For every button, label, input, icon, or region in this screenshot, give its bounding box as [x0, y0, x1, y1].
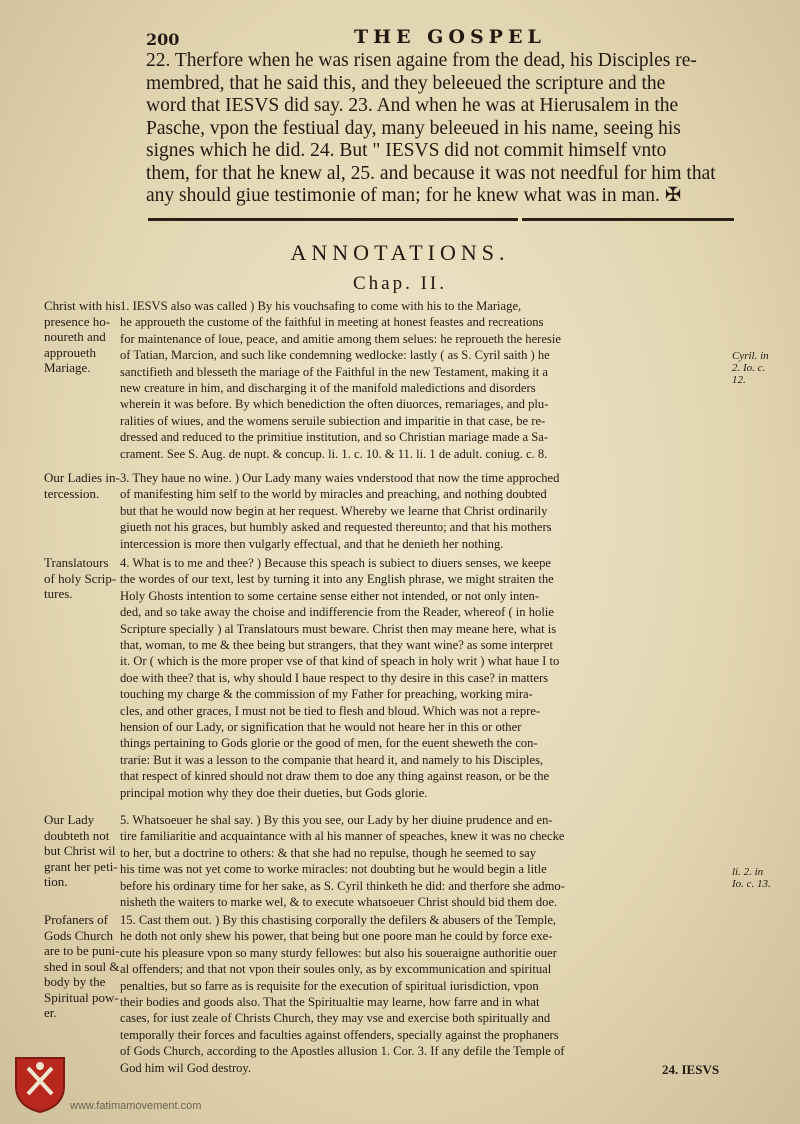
note-line: 15. Cast them out. ) By this chastising corporally the defilers & abusers of the Temple,: [120, 913, 557, 927]
footer-url[interactable]: www.fatimamovement.com: [70, 1100, 202, 1112]
gospel-line: signes which he did. 24. But " IESVS did not commit himself vnto: [146, 140, 667, 161]
catchword: 24. IESVS: [662, 1062, 720, 1077]
note-line: temporally their forces and faculties against offenders, specially against the prophaners: [120, 1027, 559, 1042]
gospel-line: Pasche, vpon the festiual day, many beleeued in his name, seeing his: [146, 117, 681, 139]
note-line: 5. Whatsoeuer he shal say. ) By this you see, our Lady by her diuine prudence and en-: [120, 813, 553, 827]
chapter-title: Chap. II.: [352, 273, 447, 294]
margin-citation-cyril-io: li. 2. in Io. c. 13.: [732, 866, 771, 890]
note-line: hension of our Lady, or signification that he would not heare her in this or other: [120, 720, 522, 735]
margin-citation-cyril: Cyril. in 2. Io. c. 12.: [732, 350, 769, 386]
note-line: ded, and so take away the choise and indifferencie from the Reader, whereof ( in holie: [120, 605, 554, 620]
note-line: he doth not only shew his power, that being but one poore man he could by force exe-: [120, 929, 553, 944]
page-number: 200: [146, 30, 180, 49]
annotation-note-5: [120, 812, 742, 910]
note-line: cute his pleasure vpon so many sturdy fellowes: but also his soueraigne authoritie ouer: [120, 945, 557, 960]
note-line: doe with thee? that is, why should I haue respect to thy desire in this case? in matters: [120, 670, 549, 685]
margin-note-intercession: Our Ladies in- tercession.: [44, 470, 120, 501]
note-line: God him wil God destroy.: [120, 1060, 252, 1075]
margin-note-translatours: Translatours of holy Scrip- tures.: [44, 555, 117, 601]
margin-note-marriage: Christ with his presence ho- noureth and approueth Mariage.: [44, 298, 121, 375]
note-line: new creature in him, and discharging it of the manifold maledictions and disorders: [120, 381, 536, 396]
note-line: for maintenance of loue, peace, and amitie among them selues: he reproueth the heresie: [120, 331, 561, 346]
note-line: things pertaining to Gods glorie or the good of men, for the euent sheweth the con-: [120, 736, 538, 751]
note-line: that, woman, to me & thee being but strangers, that they want wine? as some interpret: [120, 638, 553, 653]
annotation-note-4: [120, 555, 742, 801]
note-line: that respect of kinred should not draw them to doe any thing against reason, or be the: [120, 769, 550, 784]
note-line: to her, but a doctrine to others: & that she had no repulse, though he seemed to say: [120, 845, 537, 860]
annotations-title: ANNOTATIONS.: [290, 240, 510, 265]
annotation-note-3: [120, 470, 742, 552]
annotation-note-1: [120, 298, 742, 462]
note-line: ralities of wiues, and the womens seruile subiection and imparitie in that case, be re-: [120, 413, 546, 428]
note-line: of Tatian, Marcion, and such like condemning wedlocke: lastly ( as S. Cyril saith ) he: [120, 348, 550, 363]
running-head: THE GOSPEL: [354, 26, 546, 48]
note-line: principal motion why they doe their dueties, but Gods glorie.: [120, 785, 428, 800]
note-line: al offenders; and that not vpon their soules only, as by excommunication and spiritual: [120, 962, 552, 977]
note-line: cles, and other graces, I must not be tied to flesh and bloud. Which was not a repre-: [120, 703, 541, 718]
note-line: his time was not yet come to worke miracles: not doubting but he would begin a litle: [120, 862, 547, 877]
fatima-movement-logo: [12, 1054, 68, 1114]
divider-rule: [148, 218, 518, 221]
note-line: the wordes of our text, lest by turning it into any English phrase, we might straiten the: [120, 572, 554, 587]
note-line: but that he would now begin at her request. Whereby we learne that Christ ordinarily: [120, 503, 548, 518]
note-line: of manifesting him self to the world by miracles and preaching, and nothing doubted: [120, 487, 547, 502]
note-line: 4. What is to me and thee? ) Because this speach is subiect to diuers senses, we keepe: [120, 556, 551, 570]
note-line: giueth not his graces, but humbly asked and requested thereunto; and that his mothers: [120, 520, 552, 535]
note-line: Holy Ghosts intention to some certaine sense either not intended, or not only inten-: [120, 588, 540, 603]
note-line: trarie: But it was a lesson to the companie that heard it, and namely to his Disciples,: [120, 752, 544, 767]
note-line: intercession is more then vulgarly effectual, and that he denieth her nothing.: [120, 536, 504, 551]
page-header: [146, 26, 706, 52]
note-line: wherein it was before. By which benediction the often diuorces, remariages, and plu-: [120, 397, 549, 412]
note-line: tire familiaritie and acquaintance with al his manner of speaches, knew it was no checke: [120, 829, 565, 844]
note-line: of Gods Church, according to the Apostles allusion 1. Cor. 3. If any defile the Temple of: [120, 1044, 565, 1059]
note-line: Scripture specially ) al Translatours must beware. Christ then may meane here, what is: [120, 621, 557, 636]
note-line: crament. See S. Aug. de nupt. & concup. li. 1. c. 10. & 11. li. 1 de adult. coniug. c. 8.: [120, 446, 548, 461]
margin-note-our-lady: Our Lady doubteth not but Christ wil grant her peti- tion.: [44, 812, 118, 889]
note-line: 3. They haue no wine. ) Our Lady many waies vnderstood that now the time approched: [120, 471, 560, 485]
note-line: before his ordinary time for her sake, as S. Cyril thinketh he did: and therfore she admo-: [120, 878, 565, 893]
note-line: touching my charge & the commission of my Father for preaching, working mira-: [120, 687, 533, 702]
gospel-line: them, for that he knew al, 25. and because it was not needful for him that: [146, 162, 716, 184]
gospel-line: word that IESVS did say. 23. And when he was at Hierusalem in the: [146, 95, 679, 116]
note-line: penalties, but so farre as is requisite for the execution of spiritual iurisdiction, vpon: [120, 978, 539, 993]
annotation-note-15: [120, 912, 742, 1076]
gospel-line: membred, that he said this, and they beleeued the scripture and the: [146, 72, 666, 94]
gospel-line: any should giue testimonie of man; for he knew what was in man. ✠: [146, 185, 682, 206]
divider-rule: [522, 218, 734, 221]
note-line: dressed and reduced to the primitiue institution, and so Christian mariage made a Sa-: [120, 430, 549, 445]
note-line: cases, for iust zeale of Christs Church, they may vse and exercise both spiritually and: [120, 1011, 551, 1026]
note-line: sanctifieth and blesseth the mariage of the Faithful in the new Testament, making it a: [120, 364, 549, 379]
note-line: it. Or ( which is the more proper vse of that kind of speach in holy writ ) what haue I to: [120, 654, 560, 669]
margin-note-profaners: Profaners of Gods Church are to be puni- shed in soul & body by the Spiritual pow- er.: [44, 912, 120, 1020]
section-end-mark: ✠: [664, 185, 682, 206]
note-line: 1. IESVS also was called ) By his vouchsafing to come with his to the Mariage,: [120, 299, 522, 313]
note-line: he approueth the custome of the faithful in meeting at honest feastes and recreations: [120, 315, 544, 330]
gospel-text: [146, 50, 736, 208]
gospel-line: 22. Therfore when he was risen againe from the dead, his Disciples re-: [146, 50, 697, 71]
note-line: their bodies and goods also. That the Spiritualtie may learne, how farre and in what: [120, 995, 540, 1010]
note-line: nisheth the waiters to marke wel, & to execute whatsoeuer Christ should bid them doe.: [120, 895, 558, 910]
